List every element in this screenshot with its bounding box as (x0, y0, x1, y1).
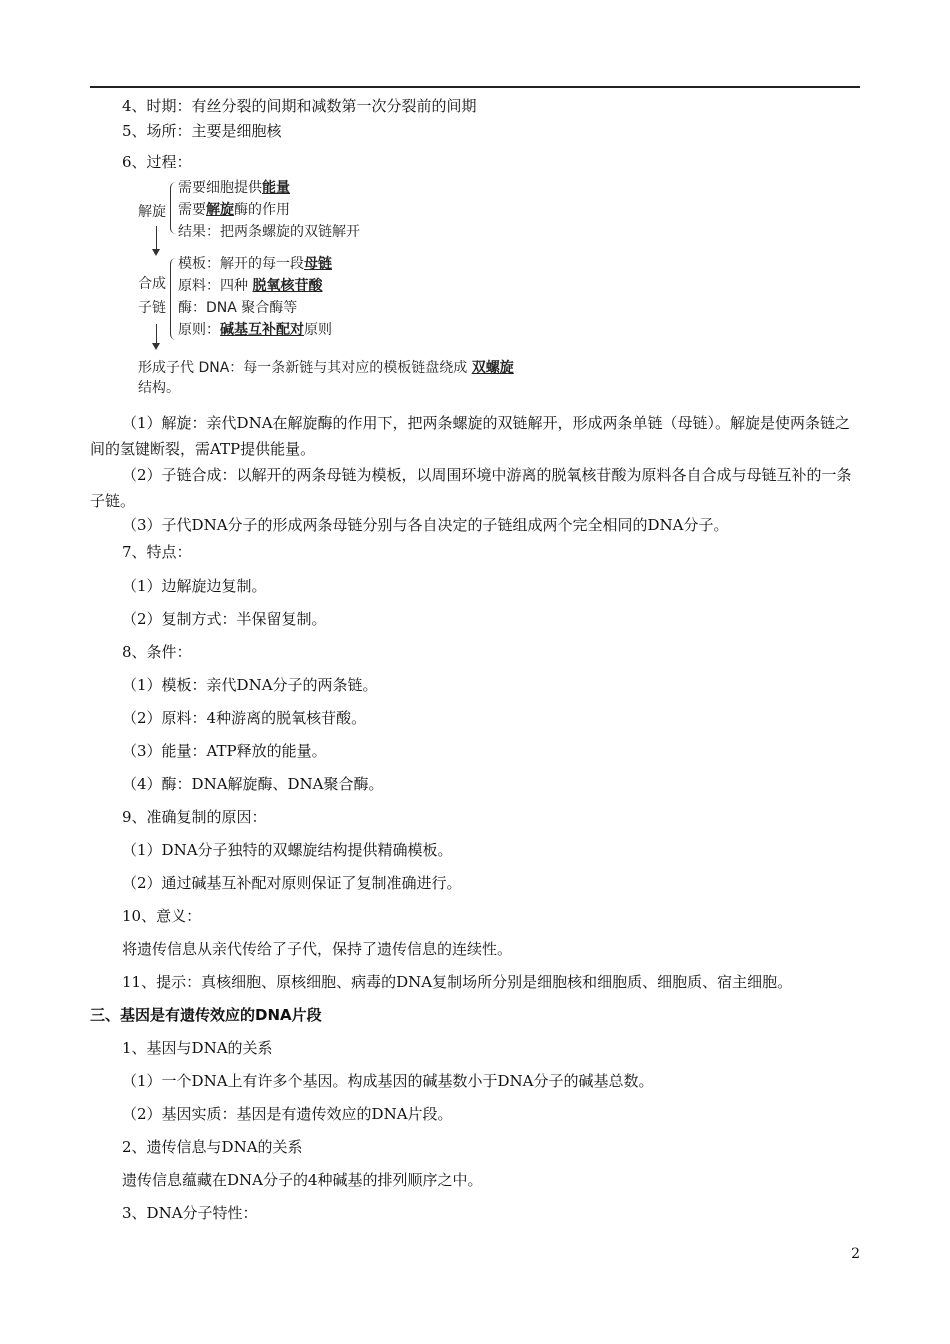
condition-4: （4）酶：DNA解旋酶、DNA聚合酶。 (122, 775, 384, 793)
form-structure: 结构。 (138, 380, 180, 396)
accuracy-1: （1）DNA分子独特的双螺旋结构提供精确模板。 (122, 841, 453, 859)
arrow-down-2 (156, 324, 157, 344)
replication-diagram (136, 178, 546, 398)
synthesis-enzyme: 酶：DNA 聚合酶等 (178, 300, 298, 316)
synthesis-template: 模板：解开的每一段母链 (178, 256, 332, 272)
form-daughter-dna: 形成子代 DNA：每一条新链与其对应的模板链盘绕成 双螺旋 (138, 360, 514, 376)
label-daughter-strand: 子链 (138, 300, 166, 316)
item-accuracy: 9、准确复制的原因： (122, 808, 267, 826)
unwind-energy: 需要细胞提供能量 (178, 180, 290, 196)
synthesis-material: 原料：四种 脱氧核苷酸 (178, 278, 323, 294)
page-number: 2 (851, 1246, 860, 1262)
item-features: 7、特点： (122, 543, 192, 561)
arrow-down-1 (156, 226, 157, 250)
item-location: 5、场所：主要是细胞核 (122, 122, 282, 140)
paragraph-unwinding: （1）解旋：亲代DNA在解旋酶的作用下，把两条螺旋的双链解开，形成两条单链（母链）。解旋是使两条链之间的氢键断裂，需ATP提供能量。 (90, 414, 851, 458)
item-significance: 10、意义： (122, 907, 202, 925)
synthesis-principle: 原则：碱基互补配对原则 (178, 322, 332, 338)
feature-1: （1）边解旋边复制。 (122, 577, 267, 595)
section-3-heading: 三、基因是有遗传效应的DNA片段 (90, 1006, 322, 1024)
unwind-enzyme: 需要解旋酶的作用 (178, 202, 290, 218)
gene-dna-relation: 1、基因与DNA的关系 (122, 1039, 273, 1057)
accuracy-2: （2）通过碱基互补配对原则保证了复制准确进行。 (122, 874, 462, 892)
label-unwind: 解旋 (138, 204, 166, 220)
item-conditions: 8、条件： (122, 643, 192, 661)
item-period: 4、时期：有丝分裂的间期和减数第一次分裂前的间期 (122, 97, 477, 115)
brace-unwind (170, 182, 177, 234)
info-dna-text: 遗传信息蕴藏在DNA分子的4种碱基的排列顺序之中。 (122, 1171, 483, 1189)
info-dna-relation: 2、遗传信息与DNA的关系 (122, 1138, 303, 1156)
feature-2: （2）复制方式：半保留复制。 (122, 610, 327, 628)
paragraph-synthesis: （2）子链合成：以解开的两条母链为模板，以周围环境中游离的脱氧核苷酸为原料各自合成与母链互补的一条子链。 (90, 466, 852, 510)
label-synthesis: 合成 (138, 276, 166, 292)
significance-text: 将遗传信息从亲代传给了子代，保持了遗传信息的连续性。 (122, 940, 513, 958)
paragraph-formation: （3）子代DNA分子的形成两条母链分别与各自决定的子链组成两个完全相同的DNA分子。 (122, 516, 729, 534)
condition-1: （1）模板：亲代DNA分子的两条链。 (122, 676, 378, 694)
item-process: 6、过程： (122, 153, 192, 171)
condition-2: （2）原料：4种游离的脱氧核苷酸。 (122, 709, 367, 727)
condition-3: （3）能量：ATP释放的能量。 (122, 742, 327, 760)
gene-relation-2: （2）基因实质：基因是有遗传效应的DNA片段。 (122, 1105, 453, 1123)
dna-properties: 3、DNA分子特性： (122, 1204, 258, 1222)
unwind-result: 结果：把两条螺旋的双链解开 (178, 224, 360, 240)
header-rule (90, 86, 860, 88)
item-hint: 11、提示：真核细胞、原核细胞、病毒的DNA复制场所分别是细胞核和细胞质、细胞质、宿主细胞。 (122, 973, 793, 991)
brace-synthesis (170, 258, 177, 340)
gene-relation-1: （1）一个DNA上有许多个基因。构成基因的碱基数小于DNA分子的碱基总数。 (122, 1072, 654, 1090)
